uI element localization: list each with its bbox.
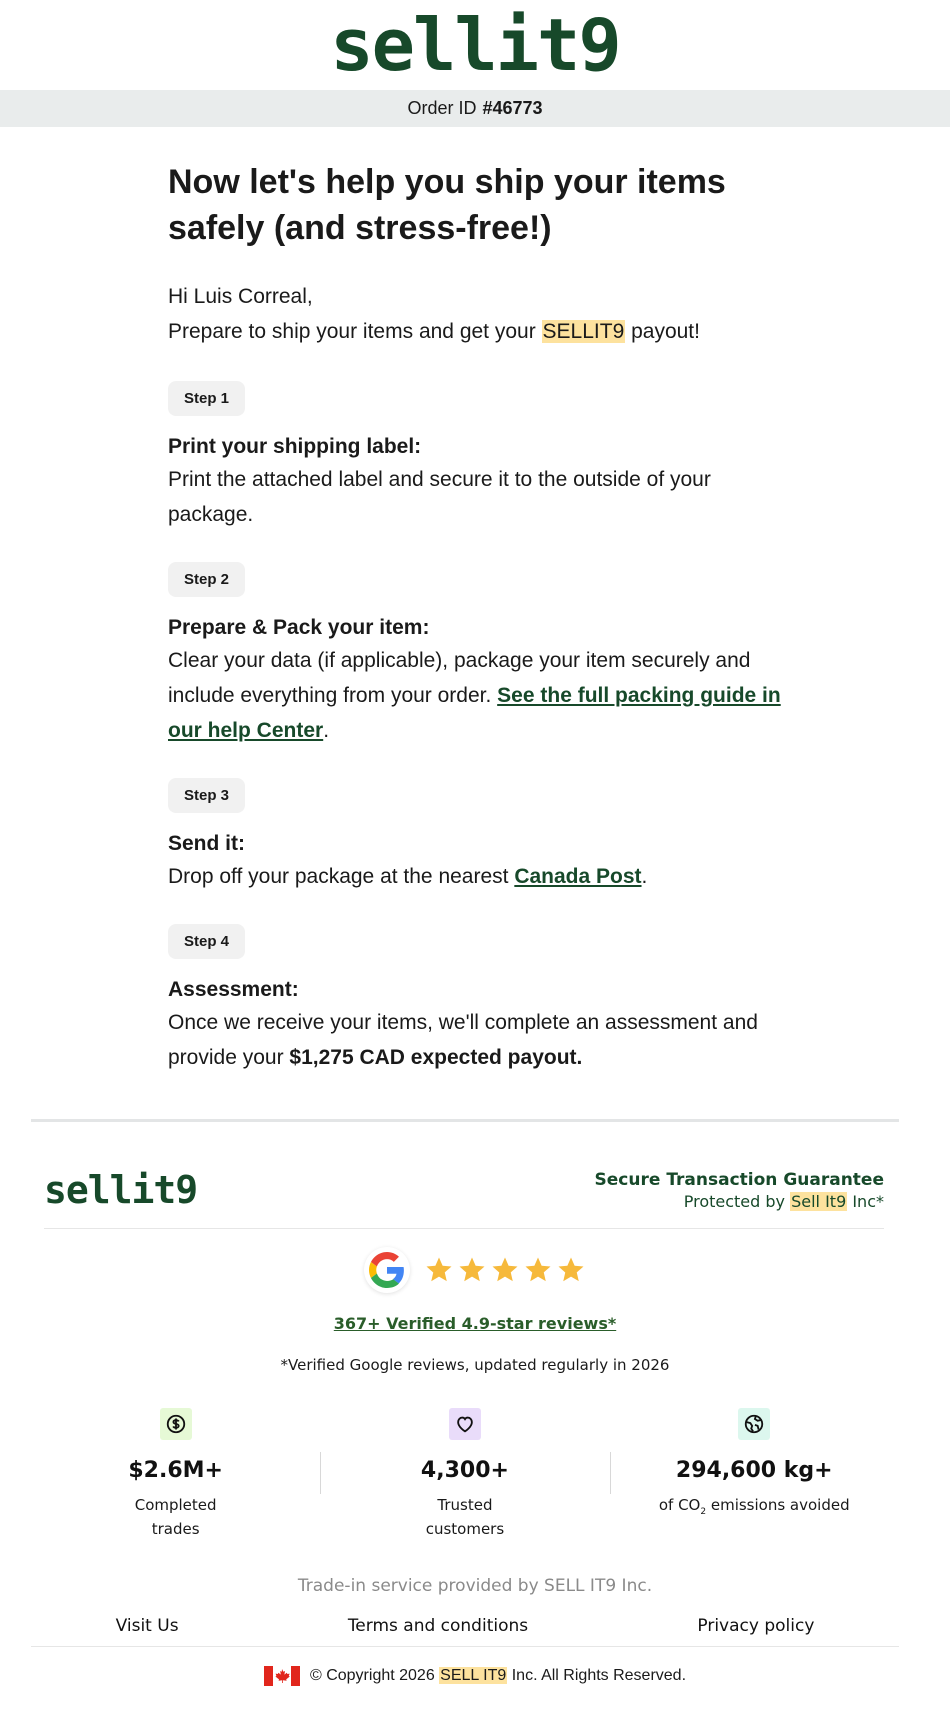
- header-logo-area: [0, 0, 950, 90]
- copyright-end: Inc. All Rights Reserved.: [507, 1667, 687, 1684]
- step-body-text: Clear your data (if applicable), package your item securely and include everything from your order.: [168, 649, 751, 707]
- intro-text-end: payout!: [625, 320, 700, 343]
- step-4: [168, 924, 798, 1075]
- step-title: Print your shipping label:: [168, 435, 422, 458]
- step-pill: Step 2: [168, 562, 245, 597]
- brand-highlight: SELLIT9: [542, 320, 625, 343]
- intro: [168, 279, 798, 349]
- star-icon: [457, 1255, 487, 1285]
- guarantee: [595, 1170, 884, 1211]
- privacy-link[interactable]: Privacy policy: [697, 1616, 815, 1636]
- intro-text-start: Prepare to ship your items and get your: [168, 320, 542, 343]
- step-title: Send it:: [168, 832, 245, 855]
- footer-links: [31, 1616, 899, 1636]
- stat-label: [610, 1493, 899, 1524]
- guarantee-subtitle: [595, 1192, 884, 1211]
- stat-value: 4,300+: [420, 1458, 509, 1483]
- copyright-text: [310, 1667, 686, 1685]
- greeting: Hi Luis Correal,: [168, 285, 313, 308]
- guarantee-subtitle-end: Inc*: [847, 1191, 884, 1211]
- star-icon: [490, 1255, 520, 1285]
- order-id-value: #46773: [482, 98, 543, 118]
- step-body-end: .: [641, 865, 648, 888]
- step-body: [168, 643, 798, 748]
- copyright: [0, 1666, 950, 1686]
- stat-label-start: of CO: [658, 1496, 701, 1514]
- provided-by: Trade-in service provided by SELL IT9 Inc.: [297, 1576, 653, 1596]
- google-rating: [0, 1247, 950, 1293]
- star-icon: [523, 1255, 553, 1285]
- stat-emissions: [610, 1408, 899, 1541]
- dollar-circle-icon: [160, 1408, 192, 1440]
- step-body: Print the attached label and secure it to the outside of your package.: [168, 468, 711, 526]
- sellit9-logo[interactable]: sellit9: [330, 3, 620, 87]
- stats-row: [31, 1408, 899, 1541]
- step-body-end: .: [323, 719, 330, 742]
- stat-label-end: emissions avoided: [706, 1496, 850, 1514]
- star-rating: [424, 1255, 586, 1285]
- order-id-label: Order ID: [407, 98, 477, 118]
- step-title: Assessment:: [168, 978, 299, 1001]
- reviews-note: *Verified Google reviews, updated regularly in 2026: [280, 1356, 670, 1374]
- step-pill: Step 1: [168, 381, 245, 416]
- step-pill: Step 3: [168, 778, 245, 813]
- page-title: Now let's help you ship your items safely (and stress-free!): [168, 163, 726, 247]
- stat-customers: [320, 1408, 609, 1541]
- stat-label-line: Completed: [134, 1496, 217, 1514]
- step-body: [168, 1005, 798, 1075]
- stat-value: $2.6M+: [128, 1458, 223, 1483]
- intro-text: [168, 314, 798, 349]
- terms-link[interactable]: Terms and conditions: [347, 1616, 529, 1636]
- stat-value: 294,600 kg+: [675, 1458, 833, 1483]
- footer-logo[interactable]: sellit9: [44, 1168, 198, 1212]
- star-icon: [424, 1255, 454, 1285]
- google-logo-icon: [364, 1247, 410, 1293]
- footer-divider: [44, 1228, 884, 1229]
- canada-flag-icon: [264, 1666, 300, 1686]
- step-1: [168, 381, 798, 532]
- copyright-start: © Copyright 2026: [309, 1667, 440, 1684]
- reviews-link[interactable]: 367+ Verified 4.9-star reviews*: [333, 1314, 617, 1333]
- copyright-divider: [31, 1646, 899, 1647]
- packing-guide-link[interactable]: See the full packing guide in our help Center: [168, 684, 781, 742]
- step-title: Prepare & Pack your item:: [168, 616, 430, 639]
- step-body-text: Once we receive your items, we'll complete an assessment and provide your: [168, 1011, 758, 1069]
- stat-label-line: Trusted: [437, 1496, 493, 1514]
- order-id-bar: [0, 90, 950, 127]
- stat-label: [320, 1493, 609, 1541]
- step-body-text: Drop off your package at the nearest: [168, 865, 515, 888]
- brand-highlight: SELL IT9: [440, 1667, 507, 1684]
- footer-brand-row: [44, 1150, 884, 1230]
- stat-label: [31, 1493, 320, 1541]
- step-3: [168, 778, 798, 894]
- canada-post-link[interactable]: Canada Post: [514, 865, 642, 888]
- stat-label-line: trades: [151, 1520, 200, 1538]
- step-2: [168, 562, 798, 748]
- stat-trades: [31, 1408, 320, 1541]
- guarantee-subtitle-start: Protected by: [683, 1191, 791, 1211]
- heart-icon: [449, 1408, 481, 1440]
- section-divider: [31, 1119, 899, 1122]
- star-icon: [556, 1255, 586, 1285]
- globe-leaf-icon: [738, 1408, 770, 1440]
- brand-highlight: Sell It9: [791, 1191, 847, 1211]
- stat-label-line: customers: [425, 1520, 505, 1538]
- co2-subscript: 2: [700, 1507, 707, 1517]
- step-body: [168, 859, 798, 894]
- guarantee-title: Secure Transaction Guarantee: [594, 1169, 884, 1190]
- email-body: [168, 127, 798, 1075]
- expected-payout: $1,275 CAD expected payout.: [289, 1046, 583, 1069]
- step-pill: Step 4: [168, 924, 245, 959]
- visit-us-link[interactable]: Visit Us: [115, 1616, 179, 1636]
